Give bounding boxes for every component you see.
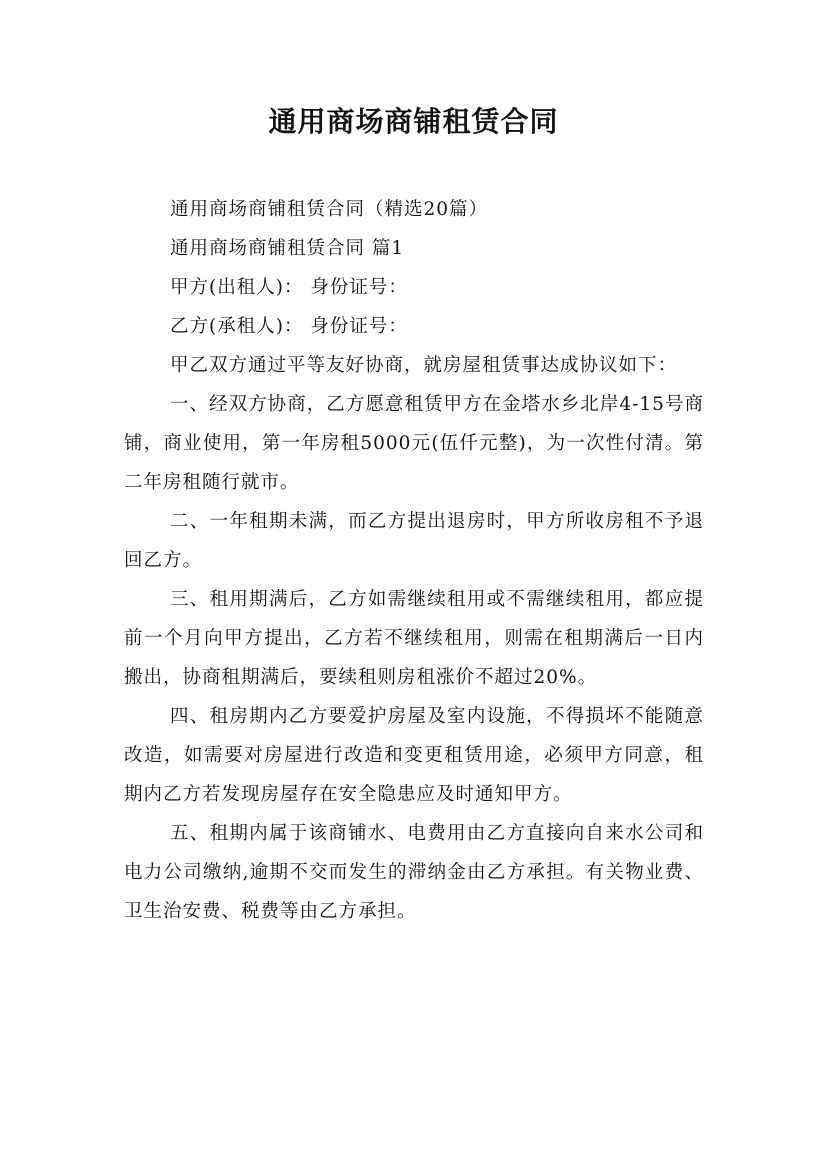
paragraph-clause-1: 一、经双方协商，乙方愿意租赁甲方在金塔水乡北岸4-15号商铺，商业使用，第一年房租5000元(伍仟元整)，为一次性付清。第二年房租随行就市。: [124, 394, 704, 493]
document-body: [124, 190, 704, 931]
paragraph-party-a: 甲方(出租人)： 身份证号：: [170, 277, 408, 298]
paragraph-section-heading: 通用商场商铺租赁合同 篇1: [170, 238, 405, 259]
paragraph-agreement-intro: 甲乙双方通过平等友好协商，就房屋租赁事达成协议如下：: [170, 355, 678, 376]
paragraph-clause-4: 四、租房期内乙方要爱护房屋及室内设施，不得损坏不能随意改造，如需要对房屋进行改造和变更租赁用途，必须甲方同意，租期内乙方若发现房屋存在安全隐患应及时通知甲方。: [124, 706, 704, 805]
paragraph-party-b: 乙方(承租人)： 身份证号：: [170, 316, 408, 337]
paragraph-subtitle: 通用商场商铺租赁合同（精选20篇）: [170, 199, 489, 220]
paragraph-clause-5: 五、租期内属于该商铺水、电费用由乙方直接向自来水公司和电力公司缴纳,逾期不交而发生的滞纳金由乙方承担。有关物业费、卫生治安费、税费等由乙方承担。: [124, 823, 704, 922]
document-title: 通用商场商铺租赁合同: [268, 105, 559, 138]
paragraph-clause-3: 三、租用期满后，乙方如需继续租用或不需继续租用，都应提前一个月向甲方提出，乙方若不继续租用，则需在租期满后一日内搬出，协商租期满后，要续租则房租涨价不超过20%。: [124, 589, 704, 688]
paragraph-clause-2: 二、一年租期未满，而乙方提出退房时，甲方所收房租不予退回乙方。: [124, 511, 704, 571]
